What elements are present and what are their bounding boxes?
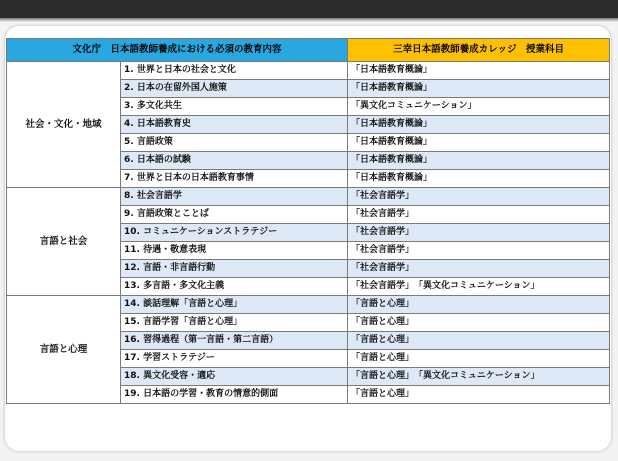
table-body: [7, 62, 610, 404]
header-required-content: 文化庁 日本語教師養成における必須の教育内容: [7, 39, 348, 62]
content-item-cell: 17. 学習ストラテジー: [121, 350, 348, 368]
course-cell: 「社会言語学」: [348, 206, 610, 224]
content-item-cell: 16. 習得過程（第一言語・第二言語）: [121, 332, 348, 350]
course-cell: 「日本語教育概論」: [348, 116, 610, 134]
category-cell: 社会・文化・地域: [7, 62, 121, 188]
category-cell: 言語と社会: [7, 188, 121, 296]
content-item-cell: 5. 言語政策: [121, 134, 348, 152]
table-header-row: [7, 39, 610, 62]
course-cell: 「社会言語学」: [348, 188, 610, 206]
content-item-cell: 10. コミュニケーションストラテジー: [121, 224, 348, 242]
course-cell: 「日本語教育概論」: [348, 152, 610, 170]
content-item-cell: 6. 日本語の試験: [121, 152, 348, 170]
content-item-cell: 19. 日本語の学習・教育の情意的側面: [121, 386, 348, 404]
content-item-cell: 3. 多文化共生: [121, 98, 348, 116]
course-cell: 「社会言語学」: [348, 224, 610, 242]
content-item-cell: 11. 待遇・敬意表現: [121, 242, 348, 260]
content-item-cell: 7. 世界と日本の日本語教育事情: [121, 170, 348, 188]
course-cell: 「言語と心理」: [348, 314, 610, 332]
header-course-subjects: 三幸日本語教師養成カレッジ 授業科目: [348, 39, 610, 62]
course-cell: 「異文化コミュニケーション」: [348, 98, 610, 116]
course-cell: 「日本語教育概論」: [348, 80, 610, 98]
content-item-cell: 15. 言語学習「言語と心理」: [121, 314, 348, 332]
course-cell: 「日本語教育概論」: [348, 62, 610, 80]
course-cell: 「社会言語学」 「異文化コミュニケーション」: [348, 278, 610, 296]
content-item-cell: 4. 日本語教育史: [121, 116, 348, 134]
course-cell: 「社会言語学」: [348, 260, 610, 278]
top-bar: [0, 0, 618, 18]
curriculum-table: [6, 38, 610, 404]
content-item-cell: 14. 談話理解「言語と心理」: [121, 296, 348, 314]
table-row: [7, 296, 610, 314]
content-item-cell: 9. 言語政策とことば: [121, 206, 348, 224]
table-row: [7, 188, 610, 206]
course-cell: 「言語と心理」: [348, 350, 610, 368]
course-cell: 「言語と心理」 「異文化コミュニケーション」: [348, 368, 610, 386]
content-item-cell: 13. 多言語・多文化主義: [121, 278, 348, 296]
content-item-cell: 2. 日本の在留外国人施策: [121, 80, 348, 98]
content-item-cell: 18. 異文化受容・適応: [121, 368, 348, 386]
content-item-cell: 8. 社会言語学: [121, 188, 348, 206]
course-cell: 「日本語教育概論」: [348, 170, 610, 188]
table-row: [7, 62, 610, 80]
course-cell: 「言語と心理」: [348, 386, 610, 404]
course-cell: 「日本語教育概論」: [348, 134, 610, 152]
course-cell: 「言語と心理」: [348, 296, 610, 314]
content-item-cell: 12. 言語・非言語行動: [121, 260, 348, 278]
category-cell: 言語と心理: [7, 296, 121, 404]
course-cell: 「言語と心理」: [348, 332, 610, 350]
content-item-cell: 1. 世界と日本の社会と文化: [121, 62, 348, 80]
course-cell: 「社会言語学」: [348, 242, 610, 260]
